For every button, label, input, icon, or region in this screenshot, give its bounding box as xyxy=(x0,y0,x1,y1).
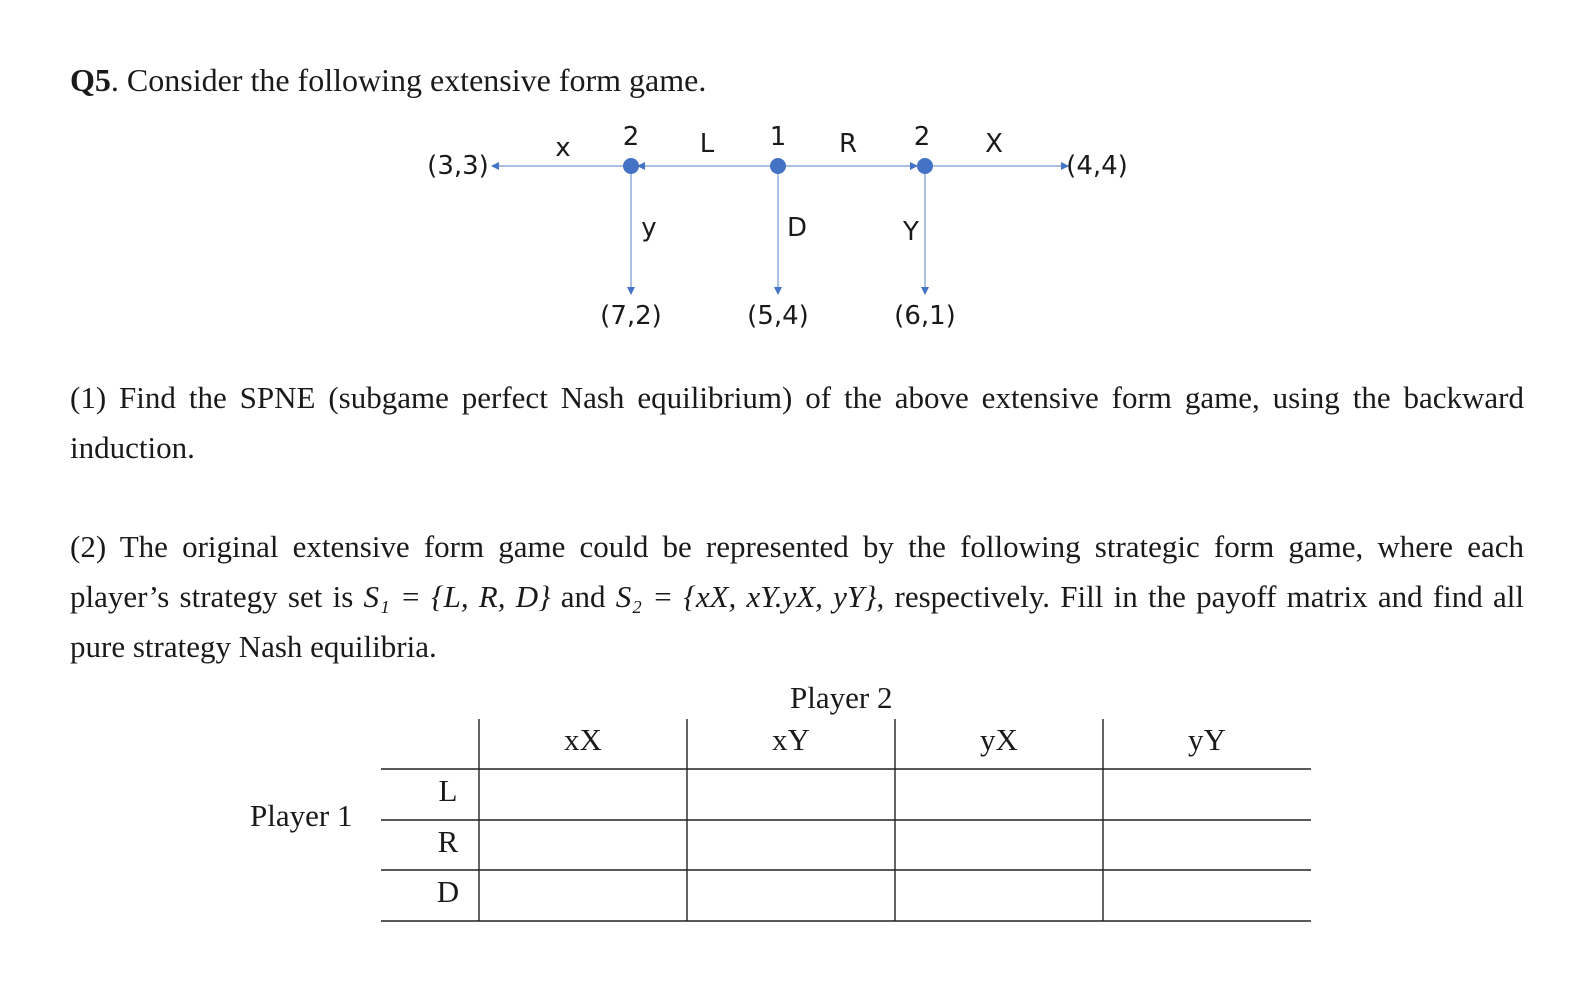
part2-text-c: , respectively. Fill in the payoff matrix and find all pure strategy Nash equilibria. xyxy=(70,579,1524,664)
payoff-y: (7,2) xyxy=(600,301,662,331)
part2-text-b: and xyxy=(550,579,616,614)
payoff-cell-R-xY[interactable] xyxy=(688,821,894,869)
payoff-cell-D-xX[interactable] xyxy=(480,871,686,920)
player1-label: Player 1 xyxy=(250,798,353,833)
row-header-L: L xyxy=(438,773,458,808)
column-header-yX: yX xyxy=(980,722,1018,757)
edge-label-L: L xyxy=(699,129,715,159)
player2-label: Player 2 xyxy=(790,680,893,715)
node-label-root: 1 xyxy=(769,122,787,152)
payoff-cell-D-yX[interactable] xyxy=(896,871,1102,920)
column-header-xX: xX xyxy=(564,722,602,757)
payoff-cell-R-yY[interactable] xyxy=(1104,821,1310,869)
edge-label-x: x xyxy=(555,133,571,163)
payoff-cell-R-yX[interactable] xyxy=(896,821,1102,869)
part1-question: (1) Find the SPNE (subgame perfect Nash equilibrium) of the above extensive form game, using the backward induction. xyxy=(70,380,1524,465)
payoff-cell-L-xX[interactable] xyxy=(480,770,686,819)
edge-label-R: R xyxy=(838,129,858,159)
edge-label-X: X xyxy=(985,129,1003,159)
strategy-set-s1: S₁ = {L, R, D} xyxy=(363,579,551,614)
payoff-cell-L-yX[interactable] xyxy=(896,770,1102,819)
row-header-D: D xyxy=(436,874,460,909)
question-text: . Consider the following extensive form game. xyxy=(110,62,707,98)
node-label-left: 2 xyxy=(622,122,640,152)
row-header-R: R xyxy=(437,824,459,859)
column-header-xY: xY xyxy=(772,722,810,757)
payoff-x: (3,3) xyxy=(427,151,489,181)
payoff-cell-R-xX[interactable] xyxy=(480,821,686,869)
question-number: Q5 xyxy=(70,62,111,98)
edge-label-Y: Y xyxy=(903,217,919,247)
payoff-cell-L-xY[interactable] xyxy=(688,770,894,819)
payoff-Y: (6,1) xyxy=(894,301,956,331)
payoff-D: (5,4) xyxy=(747,301,809,331)
edge-label-y: y xyxy=(641,213,657,243)
node-label-right: 2 xyxy=(913,122,931,152)
payoff-cell-L-yY[interactable] xyxy=(1104,770,1310,819)
part2-text-a: (2) The original extensive form game could be represented by the following strategic form game, where each player’s strategy set is xyxy=(70,529,1524,614)
column-header-yY: yY xyxy=(1188,722,1226,757)
strategy-set-s2: S₂ = {xX, xY.yX, yY} xyxy=(615,579,877,614)
edge-label-D: D xyxy=(786,213,808,243)
payoff-cell-D-yY[interactable] xyxy=(1104,871,1310,920)
payoff-X: (4,4) xyxy=(1066,151,1128,181)
payoff-cell-D-xY[interactable] xyxy=(688,871,894,920)
